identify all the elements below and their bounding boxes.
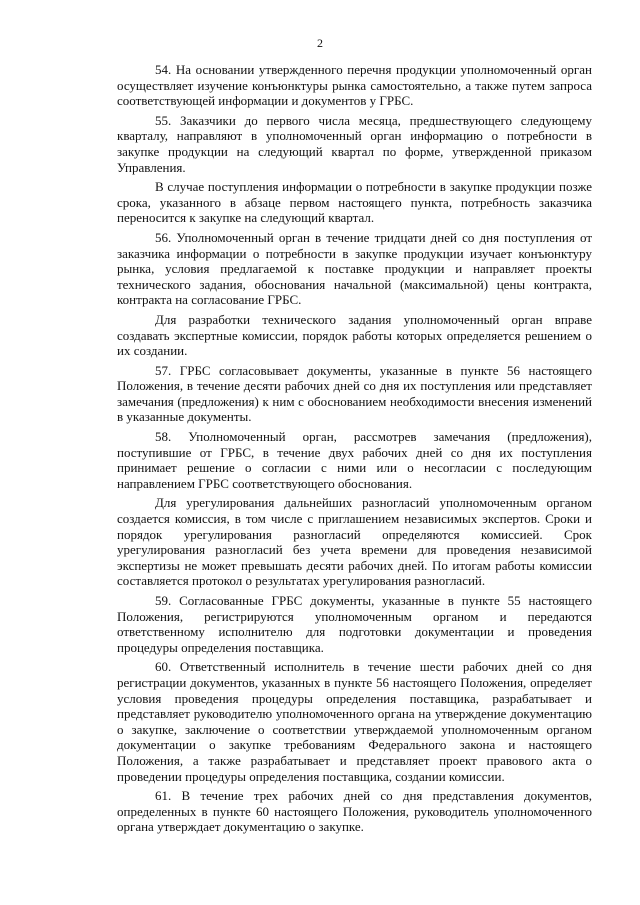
- paragraph-58-disagreements: Для урегулирования дальнейших разногласий уполномоченным органом создается комиссия, в том числе с приглашением независимых экспертов. Сроки и порядок урегулирования разногласий определяются комиссией. Срок урегулирования разногласий без учета времени для проведения независимой экспертизы не может превышать десяти рабочих дней. По итогам работы комиссии составляется протокол о результатах урегулирования разногласий.: [117, 495, 592, 589]
- paragraph-54: 54. На основании утвержденного перечня продукции уполномоченный орган осуществляет изучение конъюнктуры рынка самостоятельно, а также путем запроса соответствующей информации и документов у ГРБС.: [117, 62, 592, 109]
- paragraph-60: 60. Ответственный исполнитель в течение шести рабочих дней со дня регистрации документов, указанных в пункте 56 настоящего Положения, определяет условия проведения процедуры определения поставщика, разрабатывает и представляет руководителю уполномоченного органа на утверждение документацию о закупке, заключение о соответствии утверждаемой уполномоченным органом документации о закупке требованиям Федерального закона и настоящего Положения, а также разрабатывает и представляет проект правового акта о проведении процедуры определения поставщика, создании комиссии.: [117, 659, 592, 784]
- paragraph-55: 55. Заказчики до первого числа месяца, предшествующего следующему кварталу, направляют в уполномоченный орган информацию о потребности в закупке продукции на следующий квартал по форме, утвержденной приказом Управления.: [117, 112, 592, 175]
- page-number: 2: [317, 36, 323, 50]
- paragraph-57: 57. ГРБС согласовывает документы, указанные в пункте 56 настоящего Положения, в течение десяти рабочих дней со дня их поступления или представляет замечания (предложения) к ним с обоснованием необходимости внесения изменений в указанные документы.: [117, 362, 592, 425]
- paragraph-56: 56. Уполномоченный орган в течение тридцати дней со дня поступления от заказчика информации о потребности в закупке продукции изучает конъюнктуру рынка, условия предлагаемой к поставке продукции и направляет проекты технического задания, обоснования начальной (максимальной) цены контракта, контракта на согласование ГРБС.: [117, 229, 592, 308]
- paragraph-61: 61. В течение трех рабочих дней со дня представления документов, определенных в пункте 60 настоящего Положения, руководитель уполномоченного органа утверждает документацию о закупке.: [117, 788, 592, 835]
- document-body: [117, 62, 592, 839]
- paragraph-56-expert-commissions: Для разработки технического задания уполномоченный орган вправе создавать экспертные комиссии, порядок работы которых определяется решением о их создании.: [117, 311, 592, 359]
- paragraph-58: 58. Уполномоченный орган, рассмотрев замечания (предложения), поступившие от ГРБС, в течение двух рабочих дней со дня их поступления принимает решение о согласии с ними или о несогласии с последующим направлением ГРБС соответствующего обоснования.: [117, 429, 592, 491]
- paragraph-55-late-submission: В случае поступления информации о потребности в закупке продукции позже срока, указанного в абзаце первом настоящего пункта, потребность заказчика переносится к закупке на следующий квартал.: [117, 179, 592, 226]
- paragraph-59: 59. Согласованные ГРБС документы, указанные в пункте 55 настоящего Положения, регистрируются уполномоченным органом и передаются ответственному исполнителю для подготовки документации и проведения процедуры определения поставщика.: [117, 593, 592, 655]
